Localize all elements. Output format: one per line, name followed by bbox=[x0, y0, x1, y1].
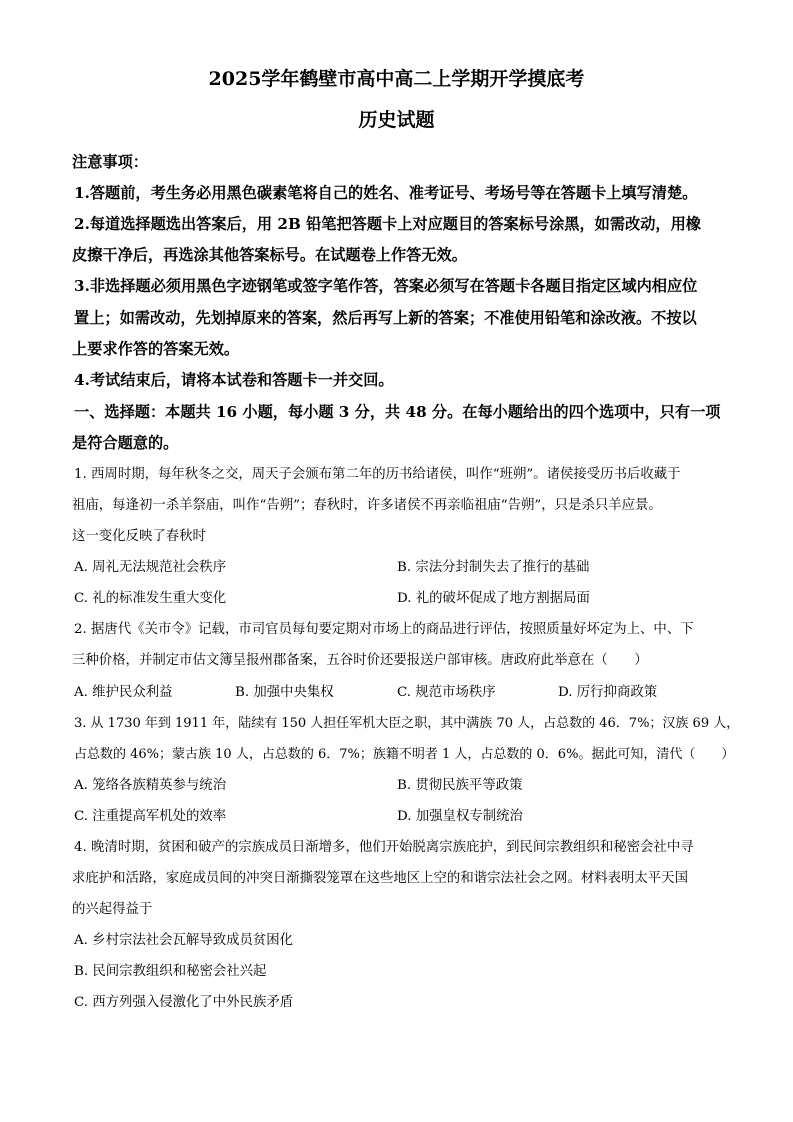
notice-line: 2.每道选择题选出答案后，用 2B 铅笔把答题卡上对应题目的答案标号涂黑，如需改动，用橡 bbox=[74, 215, 701, 233]
question-4-option-a: A. 乡村宗法社会瓦解导致成员贫困化 bbox=[74, 933, 294, 948]
question-2-option-d: D. 厉行抑商政策 bbox=[558, 685, 658, 700]
notice-line: 上要求作答的答案无效。 bbox=[72, 340, 240, 358]
question-4-option-c: C. 西方列强入侵激化了中外民族矛盾 bbox=[74, 995, 294, 1010]
section-heading: 一、选择题：本题共 16 小题，每小题 3 分，共 48 分。在每小题给出的四个选项中，只有一项 bbox=[74, 403, 721, 421]
question-3-option-d: D. 加强皇权专制统治 bbox=[397, 809, 523, 824]
question-3-option-c: C. 注重提高军机处的效率 bbox=[74, 809, 227, 824]
section-heading: 是符合题意的。 bbox=[72, 434, 179, 452]
question-2-option-a: A. 维护民众利益 bbox=[74, 685, 173, 700]
question-1-stem: 祖庙，每逢初一杀羊祭庙，叫作“告朔”；春秋时，许多诸侯不再亲临祖庙“告朔”，只是杀只羊应景。 bbox=[72, 498, 662, 513]
notice-line: 置上；如需改动，先划掉原来的答案，然后再写上新的答案；不准使用铅笔和涂改液。不按以 bbox=[74, 309, 697, 327]
question-1-option-a: A. 周礼无法规范社会秩序 bbox=[74, 560, 227, 575]
notice-line: 1.答题前，考生务必用黑色碳素笔将自己的姓名、准考证号、考场号等在答题卡上填写清楚。 bbox=[74, 184, 698, 202]
question-1-stem: 1. 西周时期，每年秋冬之交，周天子会颁布第二年的历书给诸侯，叫作“班朔”。诸侯接受历书后收藏于 bbox=[74, 467, 681, 482]
question-1-option-d: D. 礼的破坏促成了地方割据局面 bbox=[397, 591, 590, 606]
question-3-option-b: B. 贯彻民族平等政策 bbox=[397, 778, 523, 793]
exam-title: 2025学年鹤壁市高中高二上学期开学摸底考 bbox=[208, 68, 585, 90]
notice-line: 皮擦干净后，再选涂其他答案标号。在试题卷上作答无效。 bbox=[72, 246, 467, 264]
question-2-option-c: C. 规范市场秩序 bbox=[397, 685, 496, 700]
notice-line: 4.考试结束后，请将本试卷和答题卡一并交回。 bbox=[74, 371, 394, 389]
question-1-option-b: B. 宗法分封制失去了推行的基础 bbox=[397, 560, 590, 575]
question-1-option-c: C. 礼的标准发生重大变化 bbox=[74, 591, 227, 606]
question-3-stem: 占总数的 46%；蒙古族 10 人，占总数的 6．7%；族籍不明者 1 人，占总数的 0．6%。据此可知，清代（ ） bbox=[74, 747, 735, 762]
question-3-stem: 3. 从 1730 年到 1911 年，陆续有 150 人担任军机大臣之职，其中满族 70 人，占总数的 46．7%；汉族 69 人， bbox=[74, 716, 740, 731]
question-1-stem: 这一变化反映了春秋时 bbox=[72, 529, 206, 544]
question-2-option-b: B. 加强中央集权 bbox=[235, 685, 334, 700]
question-4-stem: 4. 晚清时期，贫困和破产的宗族成员日渐增多，他们开始脱离宗族庇护，到民间宗教组织和秘密会社中寻 bbox=[74, 840, 694, 855]
question-2-stem: 2. 据唐代《关市令》记载，市司官员每旬要定期对市场上的商品进行评估，按照质量好坏定为上、中、下 bbox=[74, 622, 694, 637]
notice-line: 3.非选择题必须用黑色字迹钢笔或签字笔作答，答案必须写在答题卡各题目指定区域内相应位 bbox=[74, 277, 698, 295]
question-4-stem: 的兴起得益于 bbox=[72, 902, 153, 917]
exam-subtitle: 历史试题 bbox=[358, 109, 435, 131]
question-2-stem: 三种价格，并制定市估文簿呈报州郡备案，五谷时价还要报送户部审核。唐政府此举意在（ ） bbox=[72, 653, 648, 668]
notice-heading: 注意事项： bbox=[72, 153, 148, 171]
question-4-option-b: B. 民间宗教组织和秘密会社兴起 bbox=[74, 964, 267, 979]
question-3-option-a: A. 笼络各族精英参与统治 bbox=[74, 778, 227, 793]
question-4-stem: 求庇护和活路，家庭成员间的冲突日渐撕裂笼罩在这些地区上空的和谐宗法社会之网。材料表明太平天国 bbox=[72, 871, 688, 886]
